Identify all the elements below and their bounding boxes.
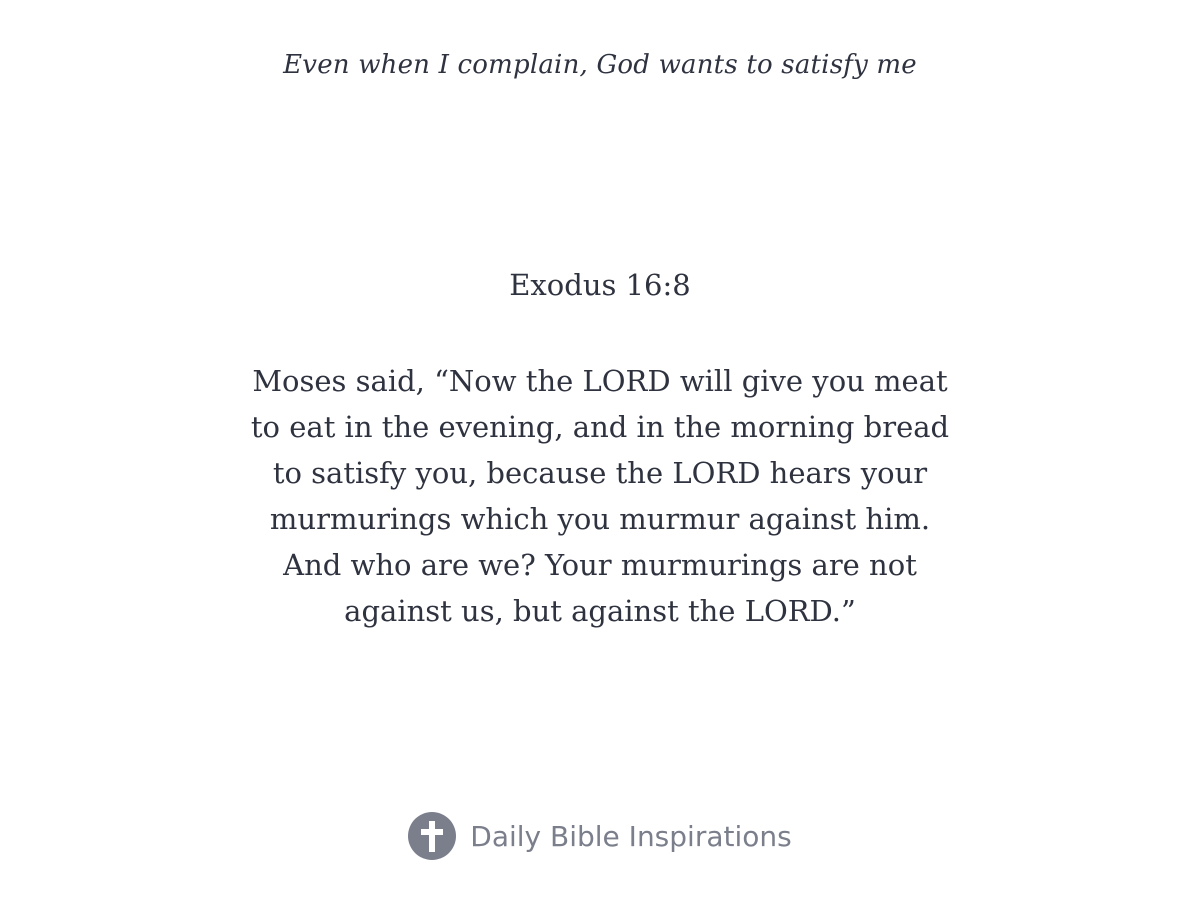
cross-icon <box>408 812 456 860</box>
brand-footer <box>0 812 1200 860</box>
verse-text: Moses said, “Now the LORD will give you meat to eat in the evening, and in the morning bread to satisfy you, because the LORD hears your murmurings which you murmur against him. And who are we? Your murmurings are not against us, but against the LORD.” <box>250 364 950 628</box>
brand-name: Daily Bible Inspirations <box>470 819 792 853</box>
tagline: Even when I complain, God wants to satisfy me <box>283 50 917 80</box>
verse-reference: Exodus 16:8 <box>509 268 691 302</box>
